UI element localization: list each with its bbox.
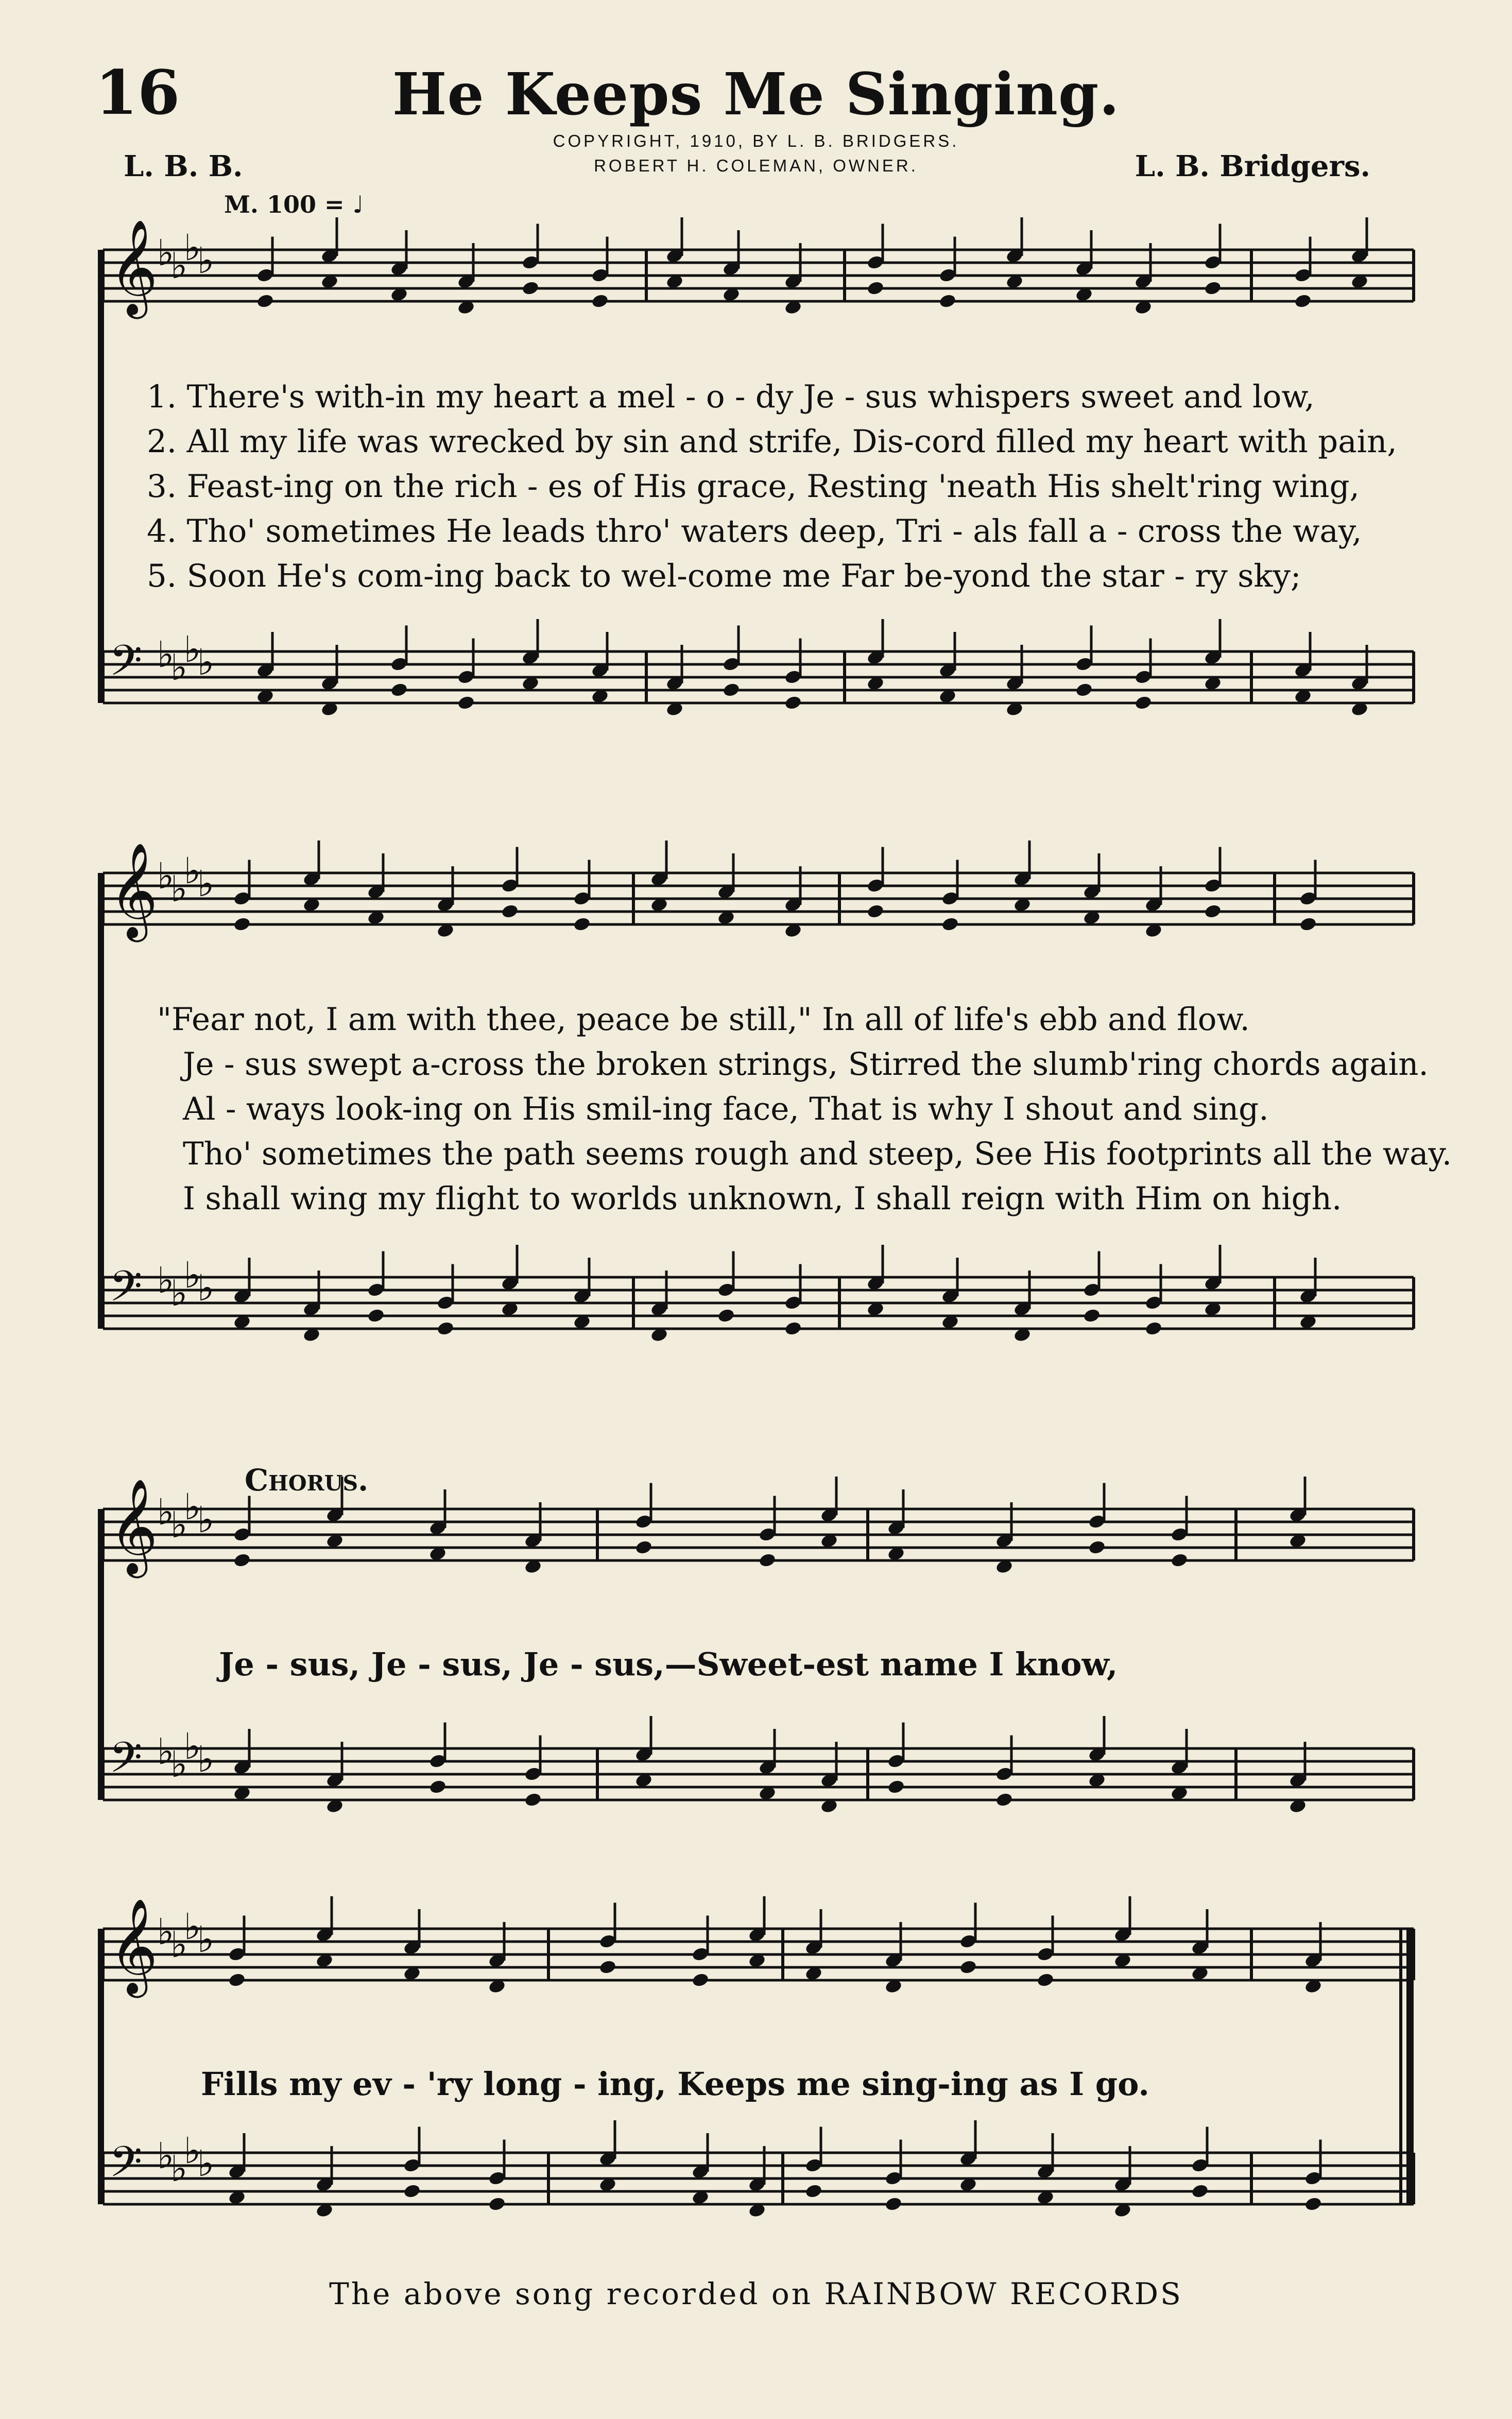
bass-clef-icon: 𝄢 (109, 2137, 143, 2197)
note-head (722, 682, 741, 698)
note-head (804, 2183, 823, 2199)
note-head (573, 916, 591, 932)
note-head (524, 1792, 542, 1808)
copyright-line-1: COPYRIGHT, 1910, BY L. B. BRIDGERS. (553, 131, 959, 150)
flat-icon: ♭ (157, 633, 175, 676)
flat-icon: ♭ (170, 868, 188, 910)
verse-line: Je - sus swept a-cross the broken strings, Stirred the slumb'ring chords again. (183, 1046, 1429, 1083)
note-head (1088, 1539, 1106, 1555)
verse-line: I shall wing my flight to worlds unknown, I shall reign with Him on high. (183, 1180, 1342, 1217)
flat-icon: ♭ (157, 1259, 175, 1301)
note-head (941, 916, 959, 932)
treble-clef-icon: 𝄞 (109, 218, 158, 315)
note-head (634, 1539, 653, 1555)
verse-line: 2. All my life was wrecked by sin and strife, Dis-cord filled my heart with pain, (147, 423, 1397, 460)
chorus-lyric-line: Je - sus, Je - sus, Je - sus,—Sweet-est name I know, (219, 1645, 1118, 1683)
verse-line: "Fear not, I am with thee, peace be still," In all of life's ebb and flow. (157, 1001, 1250, 1038)
note-head (1144, 1320, 1163, 1336)
treble-clef-icon: 𝄞 (109, 1897, 158, 1994)
verse-line: 1. There's with-in my heart a mel - o - dy Je - sus whispers sweet and low, (147, 379, 1315, 415)
note-head (1304, 2196, 1322, 2212)
note-head (1204, 903, 1222, 919)
note-head (233, 916, 251, 932)
flat-icon: ♭ (197, 1499, 215, 1541)
flat-icon: ♭ (170, 1272, 188, 1314)
bass-clef-icon: 𝄢 (109, 1732, 143, 1793)
verse-line: Tho' sometimes the path seems rough and steep, See His footprints all the way. (183, 1136, 1452, 1172)
lyricist: L. B. B. (124, 149, 243, 183)
verse-line: Al - ways look-ing on His smil-ing face, That is why I shout and sing. (183, 1091, 1269, 1127)
flat-icon: ♭ (170, 1924, 188, 1966)
verse-line: 3. Feast-ing on the rich - es of His grace, Resting 'neath His shelt'ring wing, (147, 468, 1360, 505)
note-head (403, 2183, 421, 2199)
note-head (1083, 1308, 1101, 1324)
note-head (1204, 280, 1222, 296)
note-head (367, 1308, 385, 1324)
copyright-line-2: ROBERT H. COLEMAN, OWNER. (594, 156, 918, 175)
note-head (501, 903, 519, 919)
flat-icon: ♭ (157, 1730, 175, 1773)
note-head (884, 2196, 903, 2212)
note-head (758, 1552, 777, 1568)
note-head (521, 280, 540, 296)
flat-icon: ♭ (170, 646, 188, 689)
flat-icon: ♭ (157, 232, 175, 274)
chorus-heading: Chorus. (245, 1463, 369, 1498)
note-head (428, 1779, 447, 1795)
note-head (233, 1552, 251, 1568)
note-head (691, 1972, 710, 1988)
flat-icon: ♭ (170, 1743, 188, 1786)
verse-line: 5. Soon He's com-ing back to wel-come me Far be-yond the star - ry sky; (147, 558, 1301, 594)
footer-note: The above song recorded on RAINBOW RECORDS (329, 2276, 1183, 2311)
note-head (887, 1779, 905, 1795)
flat-icon: ♭ (184, 1725, 201, 1768)
flat-icon: ♭ (197, 863, 215, 905)
note-head (938, 293, 957, 309)
note-head (457, 695, 475, 711)
flat-icon: ♭ (184, 227, 201, 269)
flat-icon: ♭ (184, 1906, 201, 1948)
flat-icon: ♭ (184, 1486, 201, 1528)
note-head (591, 293, 609, 309)
flat-icon: ♭ (184, 2130, 201, 2172)
note-head (390, 682, 408, 698)
flat-icon: ♭ (184, 628, 201, 671)
page-number: 16 (95, 57, 180, 128)
note-head (866, 280, 885, 296)
note-head (1170, 1552, 1189, 1568)
flat-icon: ♭ (157, 1491, 175, 1533)
note-head (959, 1959, 977, 1975)
flat-icon: ♭ (157, 2135, 175, 2177)
bass-clef-icon: 𝄢 (109, 1261, 143, 1322)
bass-clef-icon: 𝄢 (109, 636, 143, 696)
flat-icon: ♭ (170, 1504, 188, 1546)
note-head (1134, 695, 1153, 711)
note-head (784, 1320, 802, 1336)
verse-line: 4. Tho' sometimes He leads thro' waters deep, Tri - als fall a - cross the way, (147, 513, 1362, 550)
note-head (256, 293, 274, 309)
flat-icon: ♭ (184, 1254, 201, 1296)
quarter-note-icon: ♩ (352, 191, 364, 218)
note-head (1299, 916, 1317, 932)
chorus-lyric-line: Fills my ev - 'ry long - ing, Keeps me sing-ing as I go. (201, 2065, 1149, 2103)
note-head (717, 1308, 735, 1324)
note-head (228, 1972, 246, 1988)
note-head (598, 1959, 617, 1975)
flat-icon: ♭ (197, 2142, 215, 2185)
tempo-marking: M. 100 = ♩ (224, 191, 364, 218)
composer: L. B. Bridgers. (1135, 149, 1370, 183)
flat-icon: ♭ (157, 855, 175, 897)
treble-clef-icon: 𝄞 (109, 1478, 158, 1574)
note-head (436, 1320, 455, 1336)
note-head (1294, 293, 1312, 309)
flat-icon: ♭ (170, 2148, 188, 2190)
flat-icon: ♭ (197, 641, 215, 683)
note-head (995, 1792, 1013, 1808)
note-head (1036, 1972, 1055, 1988)
note-head (1075, 682, 1093, 698)
note-head (488, 2196, 506, 2212)
treble-clef-icon: 𝄞 (109, 842, 158, 938)
flat-icon: ♭ (197, 1738, 215, 1780)
flat-icon: ♭ (157, 1911, 175, 1953)
note-head (1191, 2183, 1209, 2199)
flat-icon: ♭ (197, 239, 215, 282)
song-title: He Keeps Me Singing. (392, 61, 1120, 128)
note-head (784, 695, 802, 711)
flat-icon: ♭ (184, 850, 201, 892)
flat-icon: ♭ (197, 1918, 215, 1961)
note-head (866, 903, 885, 919)
flat-icon: ♭ (197, 1267, 215, 1309)
flat-icon: ♭ (170, 245, 188, 287)
